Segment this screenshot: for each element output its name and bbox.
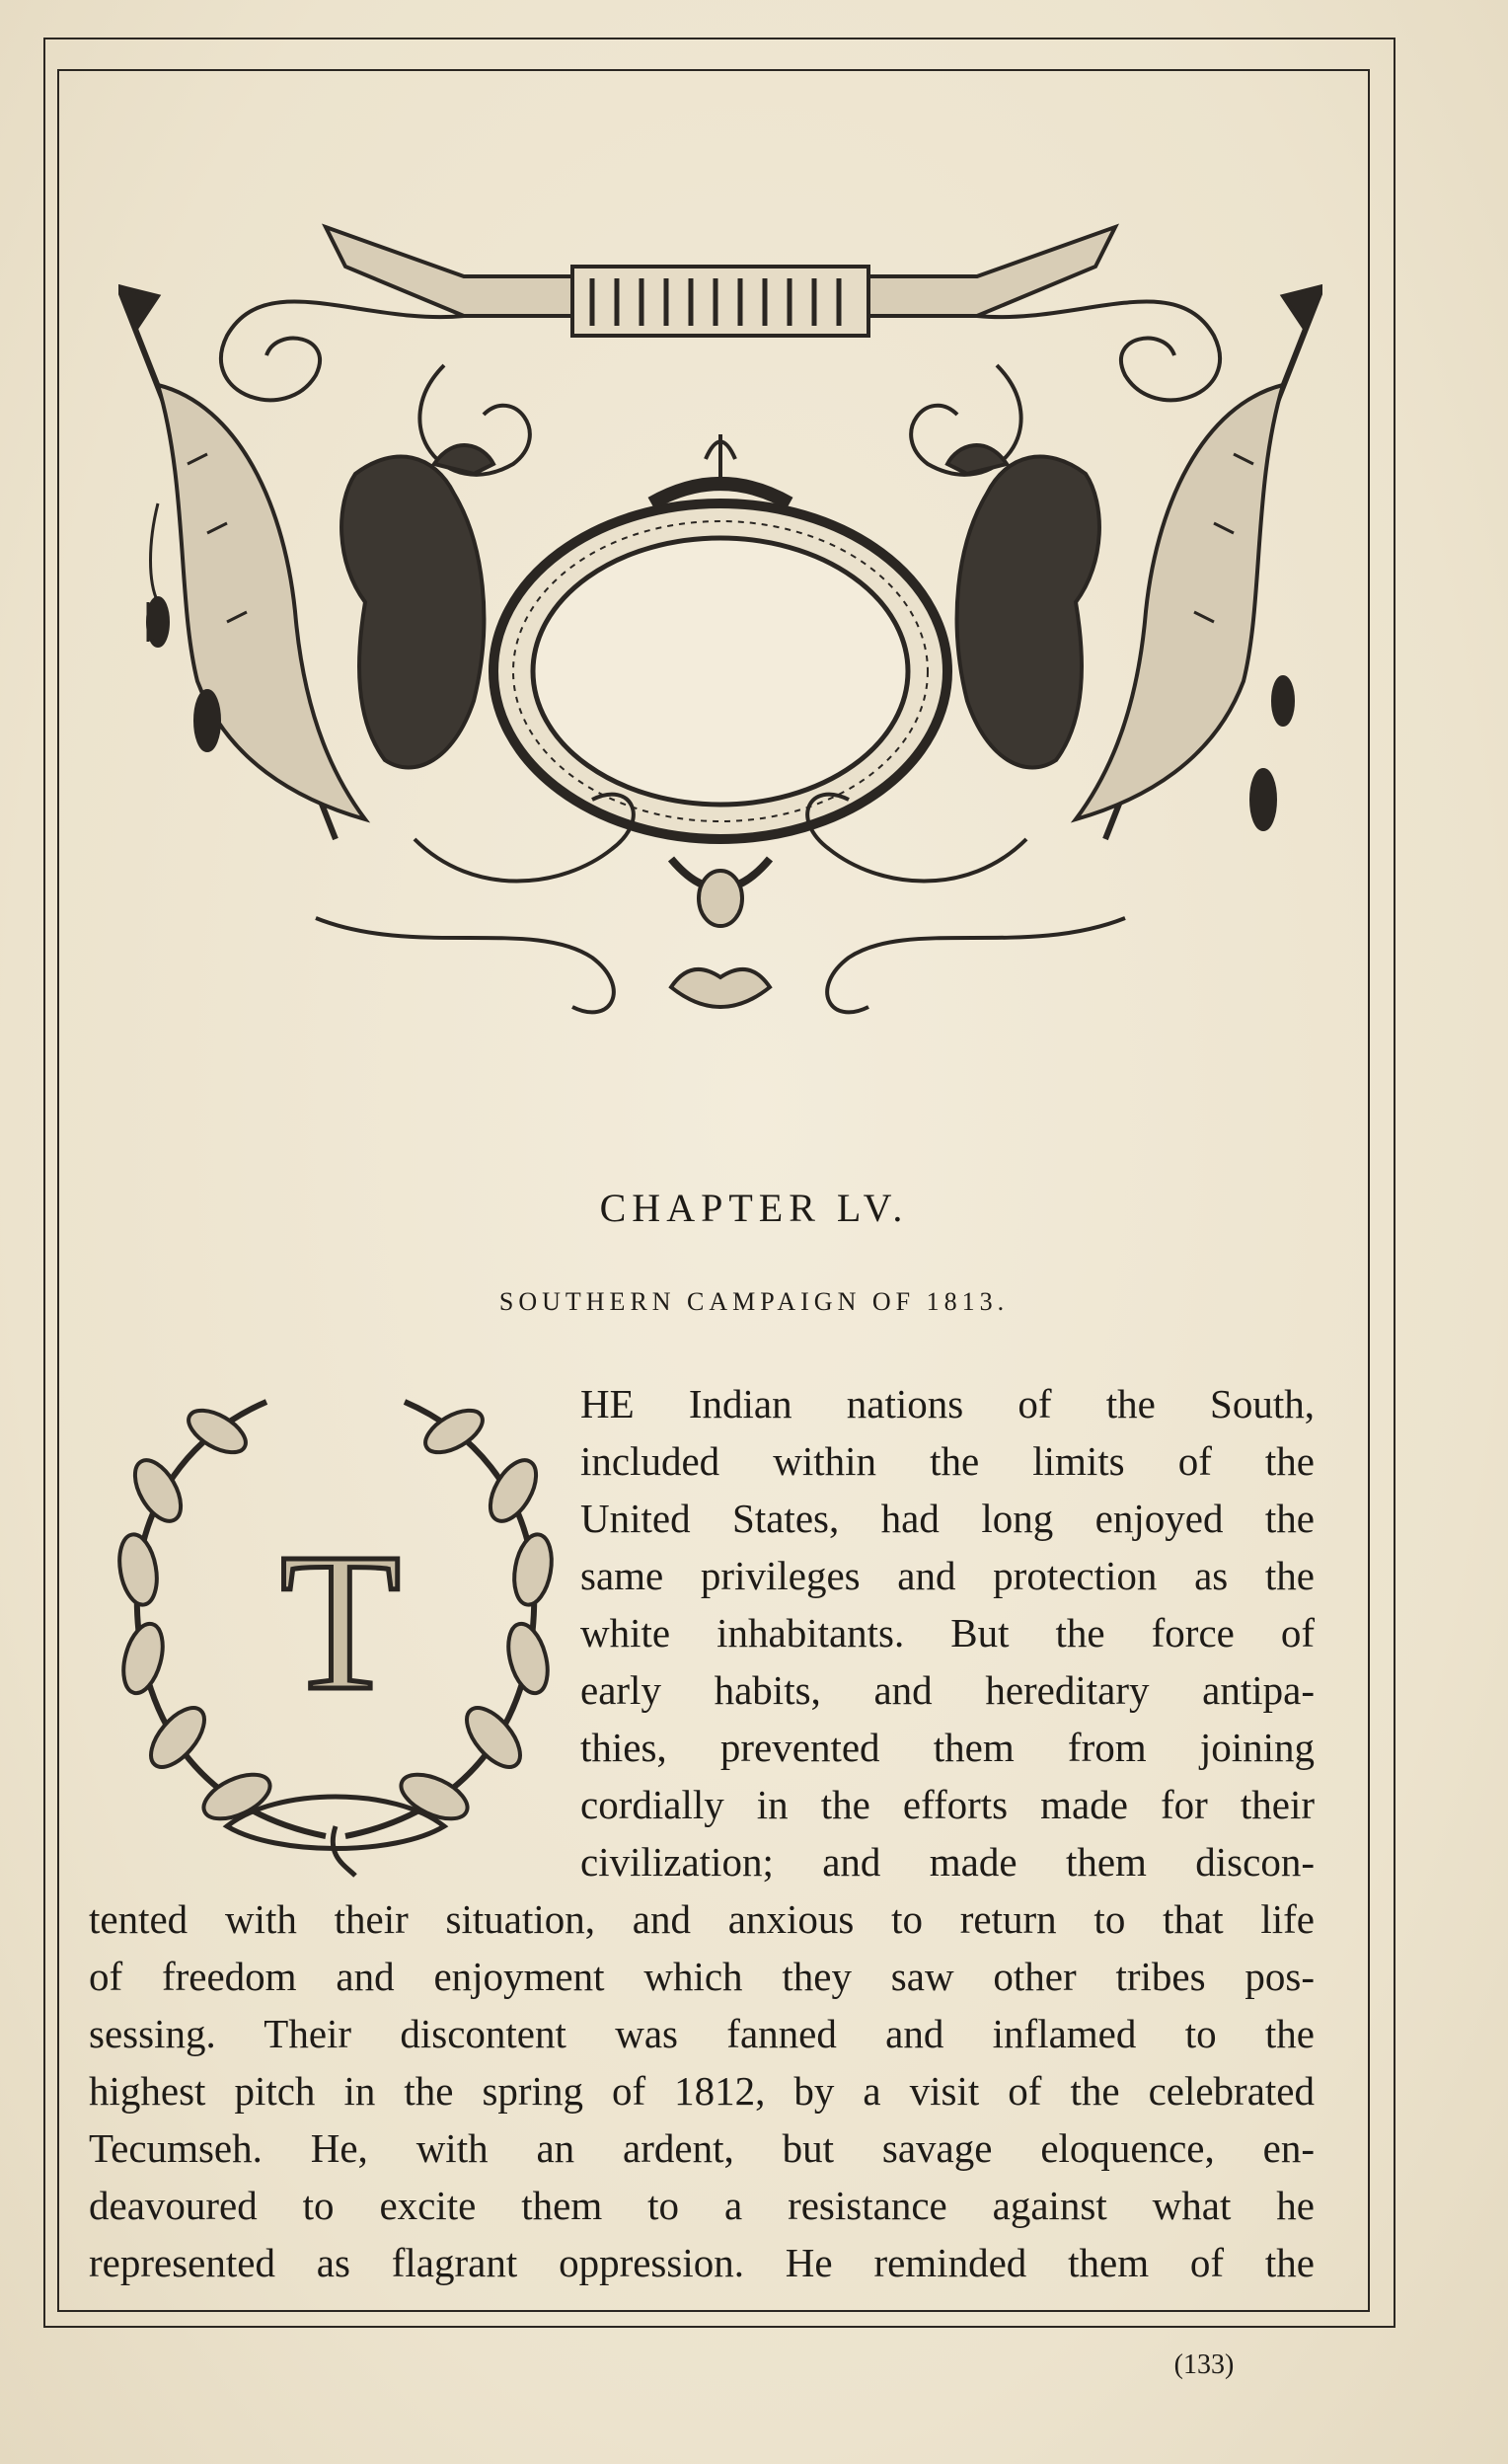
text-line: HE Indian nations of the South,: [580, 1381, 1315, 1426]
eagles-flags-cartouche-icon: [118, 207, 1322, 1046]
text-line: sessing. Their discontent was fanned and inflamed to the: [89, 2011, 1315, 2056]
text-line: cordially in the efforts made for their: [580, 1782, 1315, 1827]
text-line: thies, prevented them from joining: [580, 1725, 1315, 1770]
text-line: represented as flagrant oppression. He reminded them of the: [89, 2240, 1315, 2285]
laurel-wreath-icon: [99, 1372, 572, 1886]
drop-cap: T: [279, 1513, 402, 1732]
text-line: civilization; and made them discon-: [580, 1839, 1315, 1885]
text-line: tented with their situation, and anxious to return to that life: [89, 1896, 1315, 1942]
text-line: Tecumseh. He, with an ardent, but savage eloquence, en-: [89, 2125, 1315, 2171]
text-line: early habits, and hereditary antipa-: [580, 1667, 1315, 1713]
text-line: same privileges and protection as the: [580, 1553, 1315, 1598]
text-line: deavoured to excite them to a resistance against what he: [89, 2183, 1315, 2228]
chapter-subtitle: SOUTHERN CAMPAIGN OF 1813.: [498, 1287, 1010, 1316]
text-line: white inhabitants. But the force of: [580, 1610, 1315, 1656]
text-line: included within the limits of the: [580, 1438, 1315, 1484]
chapter-title: CHAPTER LV.: [599, 1186, 909, 1230]
text-line: highest pitch in the spring of 1812, by a visit of the celebrated: [89, 2068, 1315, 2114]
page-number: (133): [1173, 2349, 1235, 2380]
text-line: of freedom and enjoyment which they saw other tribes pos-: [89, 1954, 1315, 1999]
text-line: United States, had long enjoyed the: [580, 1496, 1315, 1541]
